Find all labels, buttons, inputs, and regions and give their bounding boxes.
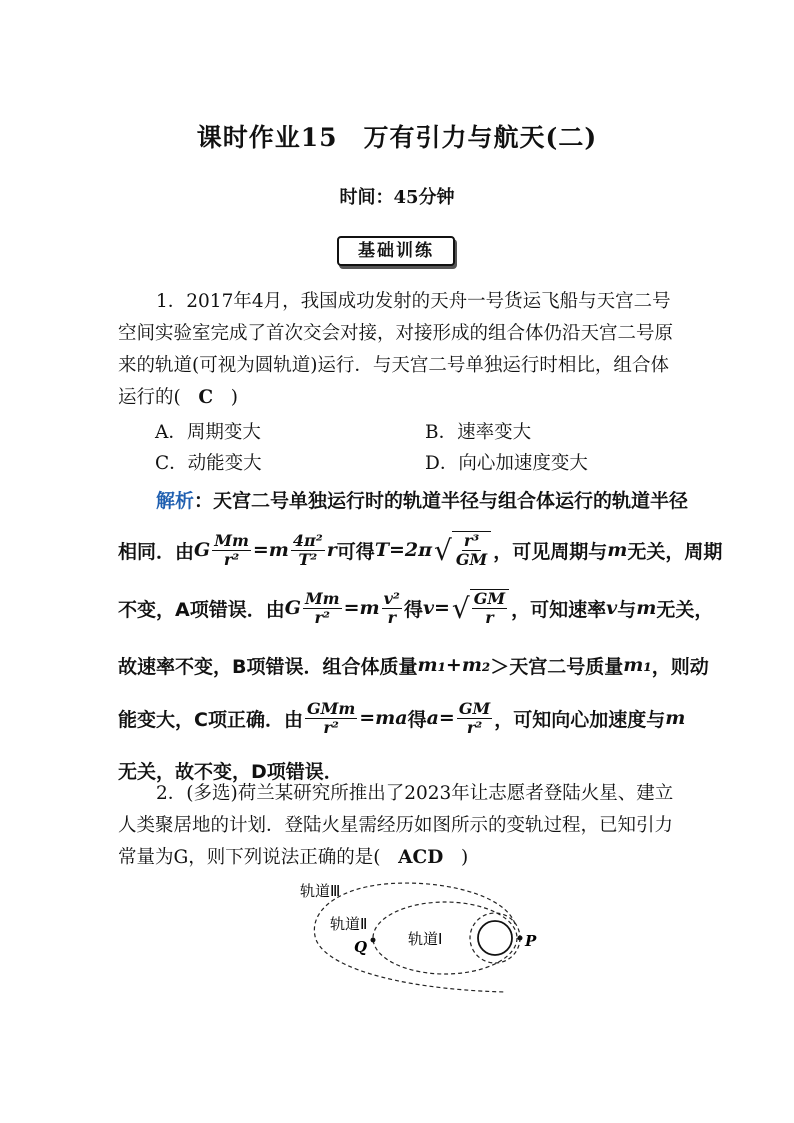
planet (478, 921, 512, 955)
q1-line-1: 1．2017年4月，我国成功发射的天舟一号货运飞船与天宫二号 (156, 291, 671, 312)
q2-line-3: 常量为G，则下列说法正确的是( ACD ) (118, 847, 469, 868)
q1-explanation: 解析 ：天宫二号单独运行时的轨道半径与组合体运行的轨道半径 相同．由 G $\frac{Mm}{\text{r²}}$ =m $\frac{\text{4π²}}{\text{T²}}$ r 可得 T=2π √ $\frac{\text{r³}}{GM}$ ，可见周期与 m 无关，周期 不变，A项错误．由 G $\frac{Mm}{\text{r²}}$ =m $\frac{\text{v²}}{r}$ 得 v= √ $\frac{GM}{r}$ ，可知速率 v 与 m 无关， 故速率不变，B项错误．组合体质量 m₁+m₂ ＞天宫二号质量 m₁ ，则动 能变大，C项正确．由 $\frac{\text{GMm}}{\text{r²}}$ =ma 得 a= $\frac{GM}{\text{r²}}$ ，可知向心加速度与 m 无关，故不变，D项错误． (118, 476, 688, 796)
q1-option-a: A．周期变大 (155, 422, 261, 443)
question-1 (118, 286, 678, 414)
label-p: P (525, 932, 537, 950)
question-2 (118, 778, 678, 874)
orbit-diagram (290, 874, 550, 999)
q1-answer: C (198, 387, 214, 408)
q2-line-2: 人类聚居地的计划．登陆火星需经历如图所示的变轨过程，已知引力 (118, 815, 674, 836)
label-q: Q (354, 938, 368, 956)
point-p (518, 936, 523, 941)
q1-option-b: B．速率变大 (425, 422, 532, 443)
label-orbit-1: 轨道Ⅰ (408, 930, 443, 948)
q2-answer: ACD (398, 847, 444, 868)
sqrt-expression: √ $\frac{\text{r³}}{GM}$ (434, 531, 491, 569)
label-orbit-2: 轨道Ⅱ (330, 915, 368, 933)
q1-option-d: D．向心加速度变大 (425, 453, 588, 474)
section-label: 基础训练 (337, 236, 455, 266)
q1-line-2: 空间实验室完成了首次交会对接，对接形成的组合体仍沿天宫二号原 (118, 323, 674, 344)
formula-fraction: $\frac{Mm}{\text{r²}}$ (214, 530, 249, 569)
q2-line-1: 2．(多选)荷兰某研究所推出了2023年让志愿者登陆火星、建立 (156, 783, 674, 804)
formula-fraction: $\frac{\text{4π²}}{\text{T²}}$ (292, 530, 323, 569)
q1-line-3: 来的轨道(可视为圆轨道)运行．与天宫二号单独运行时相比，组合体 (118, 355, 669, 376)
q1-line-4: 运行的( C ) (118, 387, 238, 408)
point-q (371, 938, 376, 943)
explanation-label: 解析 (156, 489, 195, 512)
label-orbit-3: 轨道Ⅲ (300, 882, 341, 900)
page-title: 课时作业15 万有引力与航天(二) (196, 123, 598, 152)
time-limit: 时间：45分钟 (339, 187, 455, 208)
q1-option-c: C．动能变大 (155, 453, 262, 474)
